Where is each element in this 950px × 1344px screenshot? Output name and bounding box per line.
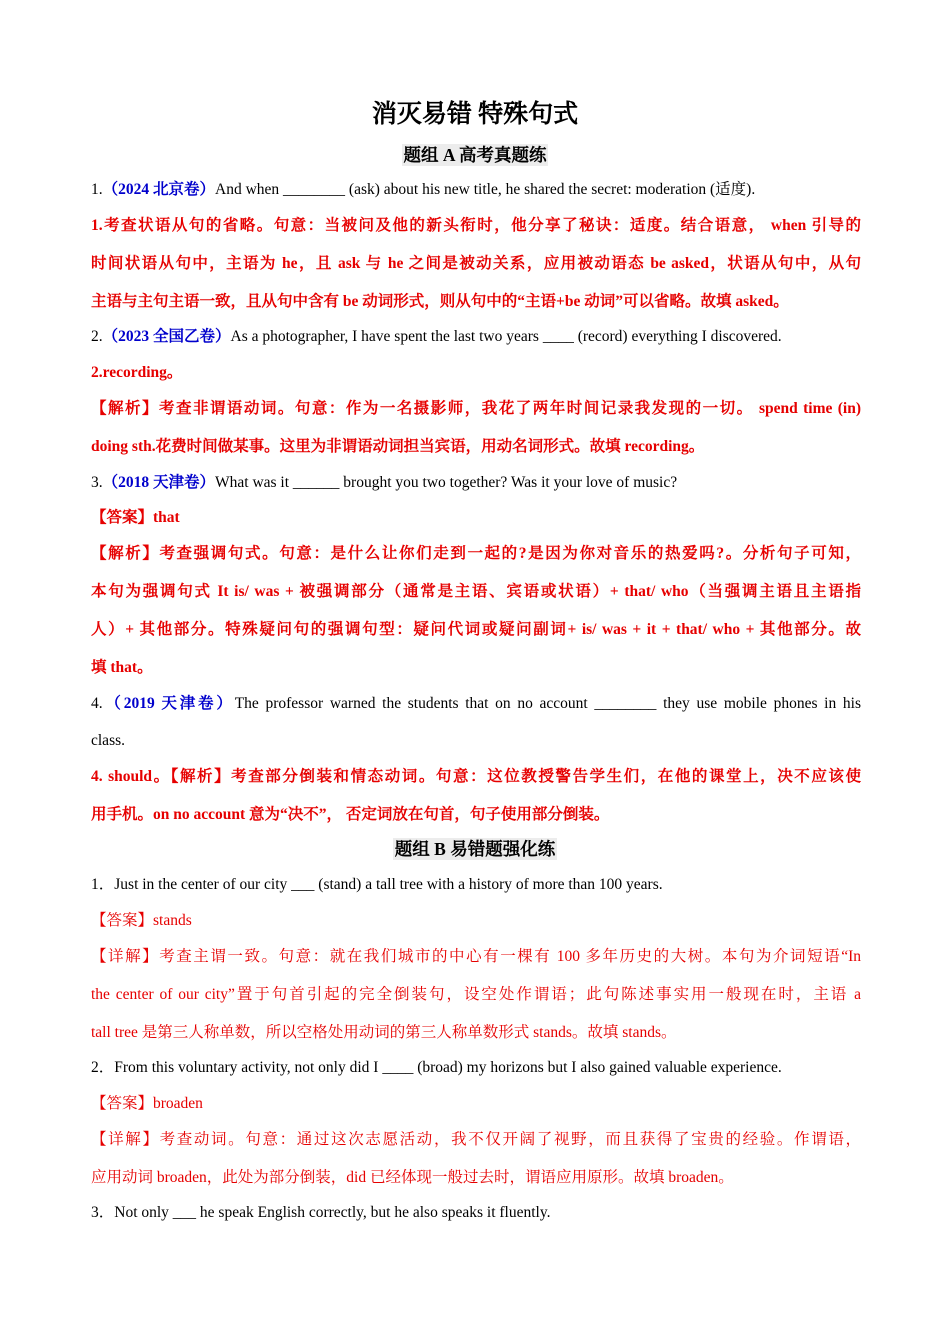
question-4	[91, 692, 861, 716]
section-b-heading	[0, 837, 950, 861]
question-text: And when ________ (ask) about his new title, he shared the secret: moderation (适度).	[215, 181, 756, 198]
question-b3: 3．Not only ___ he speak English correctly, but he also speaks it fluently.	[91, 1204, 551, 1221]
question-1	[91, 178, 861, 202]
question-b1: 1．Just in the center of our city ___ (stand) a tall tree with a history of more than 100 years.	[91, 876, 663, 893]
explanation-line: 【解析】考查非谓语动词。句意：作为一名摄影师，我花了两年时间记录我发现的一切。 spend time (in)	[91, 400, 861, 417]
question-number: 2.	[91, 328, 103, 345]
question-text: The professor warned the students that on no account ________ they use mobile phones in his	[234, 695, 861, 712]
page-title: 消灭易错 特殊句式	[371, 101, 579, 128]
explanation-line: 应用动词 broaden，此处为部分倒装，did 已经体现一般过去时，谓语应用原形。故填 broaden。	[91, 1169, 734, 1186]
question-2	[91, 325, 861, 349]
explanation-line: the center of our city”置于句首引起的完全倒装句，设空处作谓语；此句陈述事实用一般现在时，主语 a	[91, 986, 861, 1003]
explanation-line: 填 that。	[91, 659, 153, 676]
section-b-title: 题组 B 易错题强化练	[394, 839, 556, 859]
explanation-line: 时间状语从句中，主语为 he，且 ask 与 he 之间是被动关系，应用被动语态 be asked，状语从句中，从句	[91, 255, 861, 272]
answer: 2.recording。	[91, 364, 183, 381]
explanation-line: 用手机。on no account 意为“决不”， 否定词放在句首，句子使用部分倒装。	[91, 806, 610, 823]
answer: 【答案】broaden	[91, 1095, 203, 1112]
question-number: 4.	[91, 695, 103, 712]
question-source: （2019 天津卷）	[102, 695, 235, 712]
question-source: （2023 全国乙卷）	[102, 328, 231, 345]
section-a-title: 题组 A 高考真题练	[403, 145, 547, 165]
explanation-line: 【详解】考查动词。句意：通过这次志愿活动，我不仅开阔了视野，而且获得了宝贵的经验。作谓语，	[91, 1131, 861, 1148]
question-b2: 2．From this voluntary activity, not only did I ____ (broad) my horizons but I also gained valuable experience.	[91, 1059, 782, 1076]
question-number: 1.	[91, 181, 103, 198]
question-source: （2018 天津卷）	[102, 474, 216, 491]
question-text-continued: class.	[91, 732, 126, 749]
answer: 【答案】that	[91, 509, 180, 526]
explanation-line: 【解析】考查强调句式。句意：是什么让你们走到一起的?是因为你对音乐的热爱吗?。分析句子可知，	[91, 545, 861, 562]
question-3	[91, 471, 861, 495]
question-text: What was it ______ brought you two together? Was it your love of music?	[215, 474, 678, 491]
explanation-line: 主语与主句主语一致，且从句中含有 be 动词形式，则从句中的“主语+be 动词”可以省略。故填 asked。	[91, 293, 789, 310]
explanation-line: tall tree 是第三人称单数，所以空格处用动词的第三人称单数形式 stands。故填 stands。	[91, 1024, 677, 1041]
question-number: 3.	[91, 474, 103, 491]
explanation-line: 1.考查状语从句的省略。句意：当被问及他的新头衔时，他分享了秘诀：适度。结合语意， when 引导的	[91, 217, 861, 234]
explanation-line: 人）+ 其他部分。特殊疑问句的强调句型：疑问代词或疑问副词+ is/ was + it + that/ who + 其他部分。故	[91, 621, 861, 638]
answer: 【答案】stands	[91, 912, 192, 929]
question-text: As a photographer, I have spent the last two years ____ (record) everything I discovered.	[230, 328, 782, 345]
section-a-heading	[0, 143, 950, 167]
question-source: （2024 北京卷）	[102, 181, 216, 198]
explanation-line: 本句为强调句式 It is/ was + 被强调部分（通常是主语、宾语或状语）+ that/ who（当强调主语且主语指	[91, 583, 861, 600]
explanation-line: 4. should。【解析】考查部分倒装和情态动词。句意：这位教授警告学生们，在他的课堂上，决不应该使	[91, 768, 861, 785]
explanation-line: 【详解】考查主谓一致。句意：就在我们城市的中心有一棵有 100 多年历史的大树。本句为介词短语“In	[91, 948, 861, 965]
explanation-line: doing sth.花费时间做某事。这里为非谓语动词担当宾语，用动名词形式。故填 recording。	[91, 438, 705, 455]
